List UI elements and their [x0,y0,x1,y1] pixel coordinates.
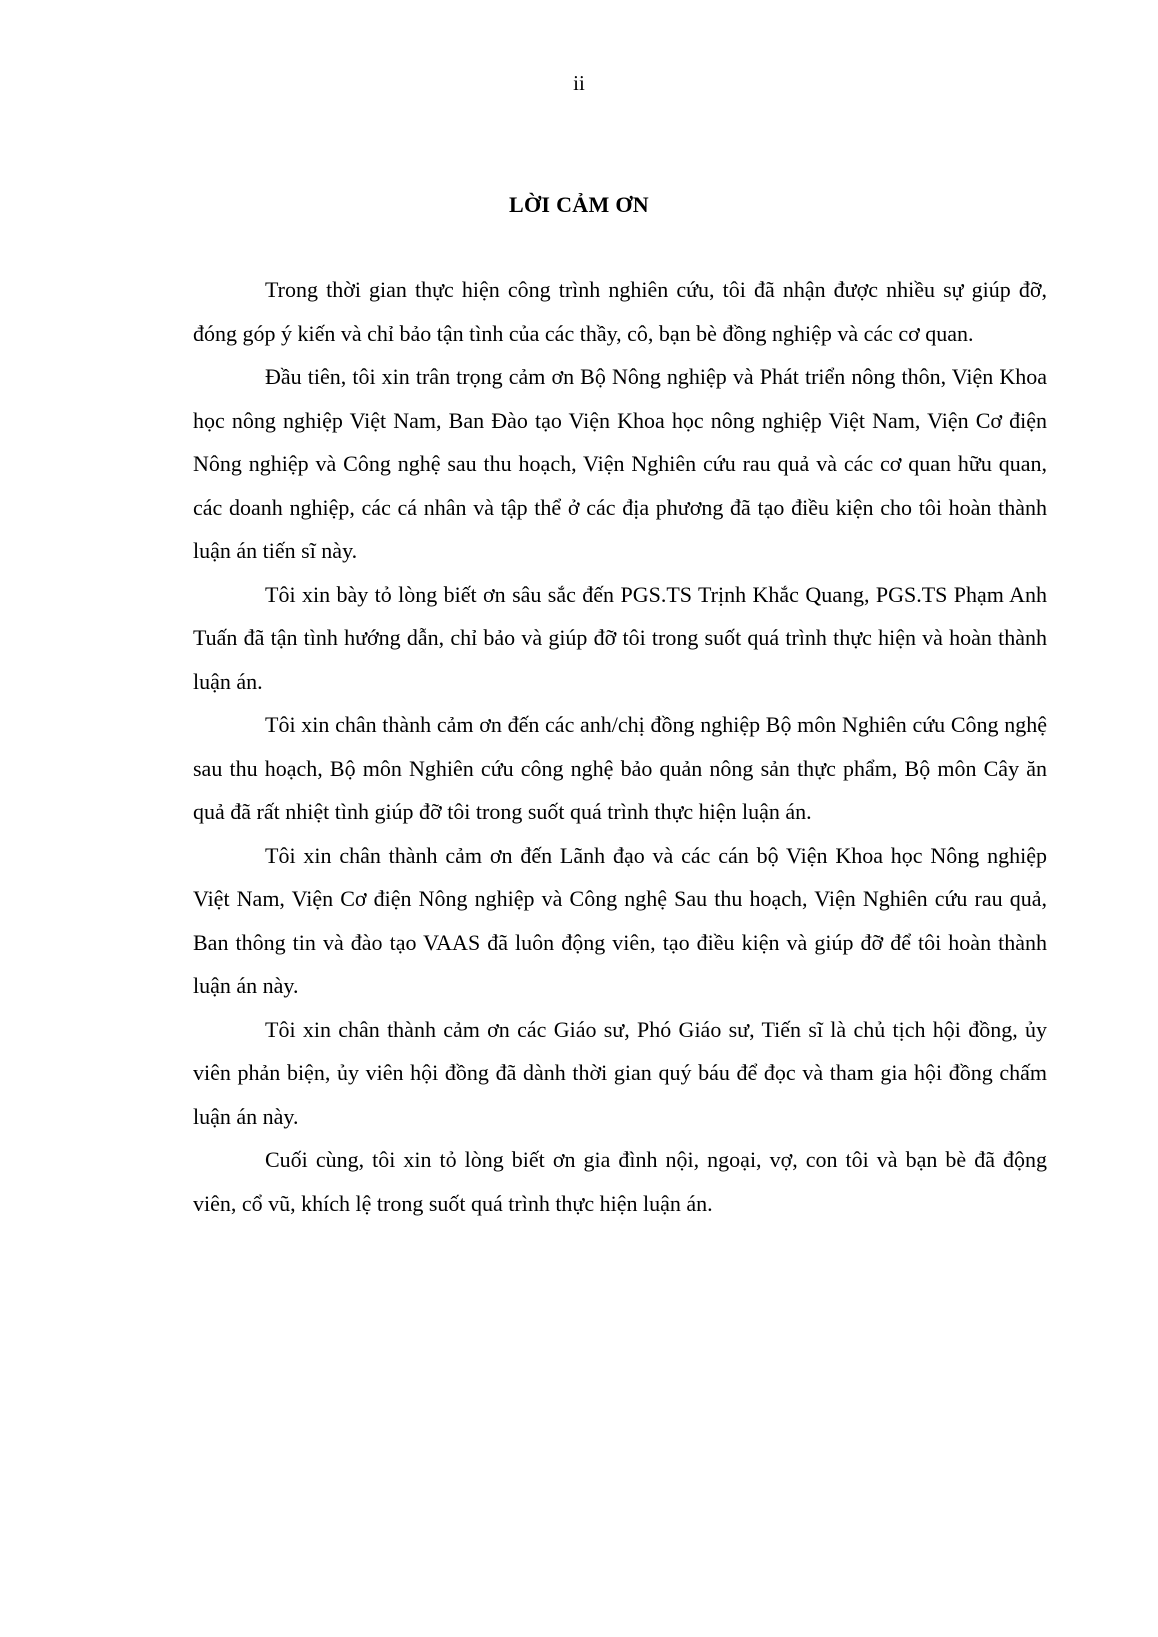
paragraph-supervisors: Tôi xin bày tỏ lòng biết ơn sâu sắc đến PGS.TS Trịnh Khắc Quang, PGS.TS Phạm Anh Tuấn đã tận tình hướng dẫn, chỉ bảo và giúp đỡ tôi trong suốt quá trình thực hiện và hoàn thành luận án. [193,581,1047,694]
paragraph-institutions: Đầu tiên, tôi xin trân trọng cảm ơn Bộ Nông nghiệp và Phát triển nông thôn, Viện Khoa học nông nghiệp Việt Nam, Ban Đào tạo Viện Khoa học nông nghiệp Việt Nam, Viện Cơ điện Nông nghiệp và Công nghệ sau thu hoạch, Viện Nghiên cứu rau quả và các cơ quan hữu quan, các doanh nghiệp, các cá nhân và tập thể ở các địa phương đã tạo điều kiện cho tôi hoàn thành luận án tiến sĩ này. [193,364,1047,563]
paragraph-family: Cuối cùng, tôi xin tỏ lòng biết ơn gia đình nội, ngoại, vợ, con tôi và bạn bè đã động viên, cổ vũ, khích lệ trong suốt quá trình thực hiện luận án. [193,1147,1047,1216]
paragraph-intro: Trong thời gian thực hiện công trình nghiên cứu, tôi đã nhận được nhiều sự giúp đỡ, đóng góp ý kiến và chỉ bảo tận tình của các thầy, cô, bạn bè đồng nghiệp và các cơ quan. [193,277,1047,346]
paragraph-colleagues: Tôi xin chân thành cảm ơn đến các anh/chị đồng nghiệp Bộ môn Nghiên cứu Công nghệ sau thu hoạch, Bộ môn Nghiên cứu công nghệ bảo quản nông sản thực phẩm, Bộ môn Cây ăn quả đã rất nhiệt tình giúp đỡ tôi trong suốt quá trình thực hiện luận án. [193,712,1047,824]
page-number: ii [573,71,585,95]
document-body [193,268,1047,1225]
paragraph-council: Tôi xin chân thành cảm ơn các Giáo sư, Phó Giáo sư, Tiến sĩ là chủ tịch hội đồng, ủy viên phản biện, ủy viên hội đồng đã dành thời gian quý báu để đọc và tham gia hội đồng chấm luận án này. [193,1016,1047,1129]
paragraph-leadership: Tôi xin chân thành cảm ơn đến Lãnh đạo và các cán bộ Viện Khoa học Nông nghiệp Việt Nam, Viện Cơ điện Nông nghiệp và Công nghệ Sau thu hoạch, Viện Nghiên cứu rau quả, Ban thông tin và đào tạo VAAS đã luôn động viên, tạo điều kiện và giúp đỡ để tôi hoàn thành luận án này. [193,842,1047,998]
page-title: LỜI CẢM ƠN [509,192,649,217]
